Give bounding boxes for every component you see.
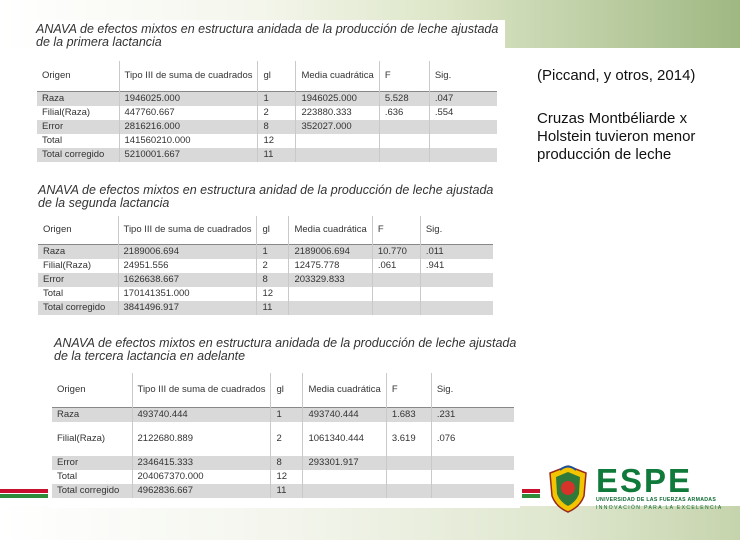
- cell: 8: [257, 273, 289, 287]
- cell: 1: [271, 407, 303, 422]
- cell: [303, 484, 386, 498]
- cell: Error: [38, 273, 118, 287]
- cell: [379, 134, 429, 148]
- cell: 1: [257, 244, 289, 259]
- cell: 493740.444: [132, 407, 271, 422]
- cell: [429, 120, 497, 134]
- cell: 293301.917: [303, 456, 386, 470]
- cell: 12: [257, 287, 289, 301]
- cell: 2: [271, 422, 303, 456]
- cell: 11: [271, 484, 303, 498]
- cell: Raza: [52, 407, 132, 422]
- table-1-header-f: F: [379, 61, 429, 91]
- cell: 5210001.667: [119, 148, 258, 162]
- cell: Total: [37, 134, 119, 148]
- citation-text: (Piccand, y otros, 2014): [537, 67, 696, 84]
- cell: 2816216.000: [119, 120, 258, 134]
- cell: [289, 287, 372, 301]
- cell: [386, 484, 431, 498]
- cell: 11: [257, 301, 289, 315]
- cell: Filial(Raza): [52, 422, 132, 456]
- table-2-header-sig: Sig.: [420, 216, 493, 244]
- cell: 203329.833: [289, 273, 372, 287]
- cell: 8: [258, 120, 296, 134]
- cell: Error: [37, 120, 119, 134]
- table-row: [37, 148, 497, 162]
- cell: 1946025.000: [296, 91, 379, 106]
- cell: 2: [258, 106, 296, 120]
- cell: Total corregido: [52, 484, 132, 498]
- cell: Error: [52, 456, 132, 470]
- cell: [386, 456, 431, 470]
- cell: 2122680.889: [132, 422, 271, 456]
- table-3-header-sig: Sig.: [431, 373, 514, 407]
- cell: 8: [271, 456, 303, 470]
- cell: Filial(Raza): [38, 259, 118, 273]
- table-row: [37, 106, 497, 120]
- cell: [372, 273, 420, 287]
- cell: .231: [431, 407, 514, 422]
- cell: 2189006.694: [289, 244, 372, 259]
- table-3-header-gl: gl: [271, 373, 303, 407]
- cell: 12475.778: [289, 259, 372, 273]
- table-row: [38, 287, 493, 301]
- table-row: [52, 484, 514, 498]
- table-row: [52, 422, 514, 456]
- table-2-header-suma: Tipo III de suma de cuadrados: [118, 216, 257, 244]
- table-1-grid: [37, 61, 497, 162]
- cell: 1.683: [386, 407, 431, 422]
- cell: [429, 148, 497, 162]
- cell: 223880.333: [296, 106, 379, 120]
- table-row: [38, 244, 493, 259]
- note-line-3: producción de leche: [537, 146, 672, 163]
- table-1-header-gl: gl: [258, 61, 296, 91]
- cell: 204067370.000: [132, 470, 271, 484]
- cell: Raza: [37, 91, 119, 106]
- anova-table-3: [50, 336, 520, 508]
- cell: 447760.667: [119, 106, 258, 120]
- cell: [296, 148, 379, 162]
- table-3-header-origen: Origen: [52, 373, 132, 407]
- table-2-caption: ANAVA de efectos mixtos en estructura anidad de la producción de leche ajustada de la segunda lactancia: [38, 183, 494, 210]
- cell: 10.770: [372, 244, 420, 259]
- cell: .011: [420, 244, 493, 259]
- cell: 493740.444: [303, 407, 386, 422]
- cell: 11: [258, 148, 296, 162]
- cell: .047: [429, 91, 497, 106]
- table-3-header-media: Media cuadrática: [303, 373, 386, 407]
- cell: 12: [271, 470, 303, 484]
- espe-shield-icon: [546, 464, 590, 514]
- cell: 170141351.000: [118, 287, 257, 301]
- table-row: [52, 456, 514, 470]
- cell: 12: [258, 134, 296, 148]
- table-1-caption: ANAVA de efectos mixtos en estructura anidada de la producción de leche ajustada de la primera lactancia: [36, 22, 499, 49]
- cell: [420, 287, 493, 301]
- cell: .941: [420, 259, 493, 273]
- table-2-header-gl: gl: [257, 216, 289, 244]
- cell: 1: [258, 91, 296, 106]
- cell: 3.619: [386, 422, 431, 456]
- table-1-header-suma: Tipo III de suma de cuadrados: [119, 61, 258, 91]
- table-row: [38, 301, 493, 315]
- table-2-header-origen: Origen: [38, 216, 118, 244]
- table-row: [37, 91, 497, 106]
- cell: [431, 470, 514, 484]
- cell: Total corregido: [38, 301, 118, 315]
- espe-wordmark: ESPE: [596, 462, 693, 499]
- footer-stripe-left: [0, 489, 48, 498]
- table-1-header-media: Media cuadrática: [296, 61, 379, 91]
- cell: 2: [257, 259, 289, 273]
- cell: 1061340.444: [303, 422, 386, 456]
- table-row: [38, 273, 493, 287]
- cell: [372, 287, 420, 301]
- note-line-2: Holstein tuvieron menor: [537, 128, 696, 145]
- cell: [431, 484, 514, 498]
- cell: [372, 301, 420, 315]
- table-row: [37, 134, 497, 148]
- cell: 352027.000: [296, 120, 379, 134]
- table-1-header-sig: Sig.: [429, 61, 497, 91]
- cell: 2189006.694: [118, 244, 257, 259]
- cell: [420, 301, 493, 315]
- table-row: [52, 470, 514, 484]
- table-1-header-origen: Origen: [37, 61, 119, 91]
- cell: Total: [38, 287, 118, 301]
- cell: 1626638.667: [118, 273, 257, 287]
- espe-logo: [546, 464, 736, 516]
- cell: [386, 470, 431, 484]
- cell: Raza: [38, 244, 118, 259]
- cell: Filial(Raza): [37, 106, 119, 120]
- table-3-caption: ANAVA de efectos mixtos en estructura anidada de la producción de leche ajustada de la tercera lactancia en adelante: [54, 336, 517, 363]
- table-row: [37, 120, 497, 134]
- table-2-grid: [38, 216, 493, 315]
- cell: [429, 134, 497, 148]
- cell: 4962836.667: [132, 484, 271, 498]
- table-3-header-suma: Tipo III de suma de cuadrados: [132, 373, 271, 407]
- table-3-header-f: F: [386, 373, 431, 407]
- footer-stripe-right: [522, 489, 540, 498]
- espe-subtitle: UNIVERSIDAD DE LAS FUERZAS ARMADAS: [596, 497, 717, 503]
- anova-table-2: [34, 183, 497, 326]
- cell: [420, 273, 493, 287]
- cell: 5.528: [379, 91, 429, 106]
- cell: .636: [379, 106, 429, 120]
- table-2-header-media: Media cuadrática: [289, 216, 372, 244]
- table-row: [52, 407, 514, 422]
- cell: 2346415.333: [132, 456, 271, 470]
- cell: [379, 120, 429, 134]
- table-2-header-f: F: [372, 216, 420, 244]
- cell: 1946025.000: [119, 91, 258, 106]
- cell: .554: [429, 106, 497, 120]
- note-line-1: Cruzas Montbéliarde x: [537, 110, 688, 127]
- cell: .061: [372, 259, 420, 273]
- cell: [379, 148, 429, 162]
- anova-table-1: [34, 20, 505, 174]
- cell: 141560210.000: [119, 134, 258, 148]
- cell: [289, 301, 372, 315]
- cell: 24951.556: [118, 259, 257, 273]
- table-row: [38, 259, 493, 273]
- cell: .076: [431, 422, 514, 456]
- cell: Total: [52, 470, 132, 484]
- cell: 3841496.917: [118, 301, 257, 315]
- espe-tagline: INNOVACIÓN PARA LA EXCELENCIA: [596, 505, 723, 511]
- cell: [303, 470, 386, 484]
- table-3-grid: [52, 373, 514, 498]
- cell: [431, 456, 514, 470]
- cell: Total corregido: [37, 148, 119, 162]
- note-text: [537, 110, 695, 164]
- cell: [296, 134, 379, 148]
